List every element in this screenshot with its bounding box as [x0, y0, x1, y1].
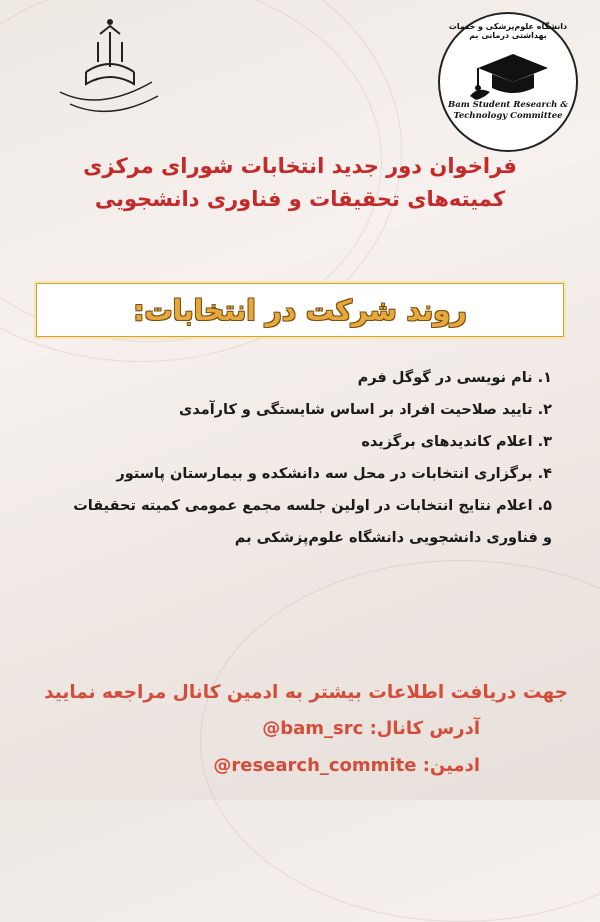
- list-item: ۲. تایید صلاحیت افراد بر اساس شایستگی و کارآمدی: [179, 402, 552, 418]
- channel-handle-link[interactable]: @bam_src: [262, 718, 364, 739]
- admin-address: [20, 755, 480, 776]
- page-title: [20, 150, 580, 216]
- list-item: ۱. نام نویسی در گوگل فرم: [357, 370, 552, 386]
- graduation-cap-icon: [438, 12, 578, 152]
- university-logo: [40, 12, 170, 132]
- list-item: ۳. اعلام کاندیدهای برگزیده: [361, 434, 552, 450]
- committee-logo-en-line2: Technology Committee: [453, 111, 563, 121]
- committee-logo-en-line1: Bam Student Research &: [448, 100, 568, 110]
- title-line-1: فراخوان دور جدید انتخابات شورای مرکزی: [83, 154, 517, 178]
- process-banner: [36, 283, 564, 337]
- list-item: ۴. برگزاری انتخابات در محل سه دانشکده و بیمارستان پاستور: [116, 466, 552, 482]
- admin-label: ادمین:: [422, 755, 480, 776]
- list-item: و فناوری دانشجویی دانشگاه علوم‌پزشکی بم: [234, 530, 552, 546]
- footer-info-text: جهت دریافت اطلاعات بیشتر به ادمین کانال مراجعه نمایید: [44, 682, 568, 703]
- background-swirl: [200, 560, 600, 922]
- committee-logo-en-text: [448, 100, 568, 122]
- list-item: ۵. اعلام نتایج انتخابات در اولین جلسه مجمع عمومی کمیته تحقیقات: [73, 498, 552, 514]
- title-line-2: کمیته‌های تحقیقات و فناوری دانشجویی: [94, 187, 506, 211]
- steps-list: [24, 362, 552, 554]
- banner-text: روند شرکت در انتخابات:: [133, 293, 467, 327]
- channel-label: آدرس کانال:: [369, 718, 480, 739]
- channel-address: [20, 718, 480, 739]
- admin-handle-link[interactable]: @research_commite: [213, 755, 417, 776]
- committee-logo: [438, 12, 578, 152]
- committee-logo-fa-text: دانشگاه علوم‌پزشکی و خدمات بهداشتی درمانی بم: [448, 22, 568, 40]
